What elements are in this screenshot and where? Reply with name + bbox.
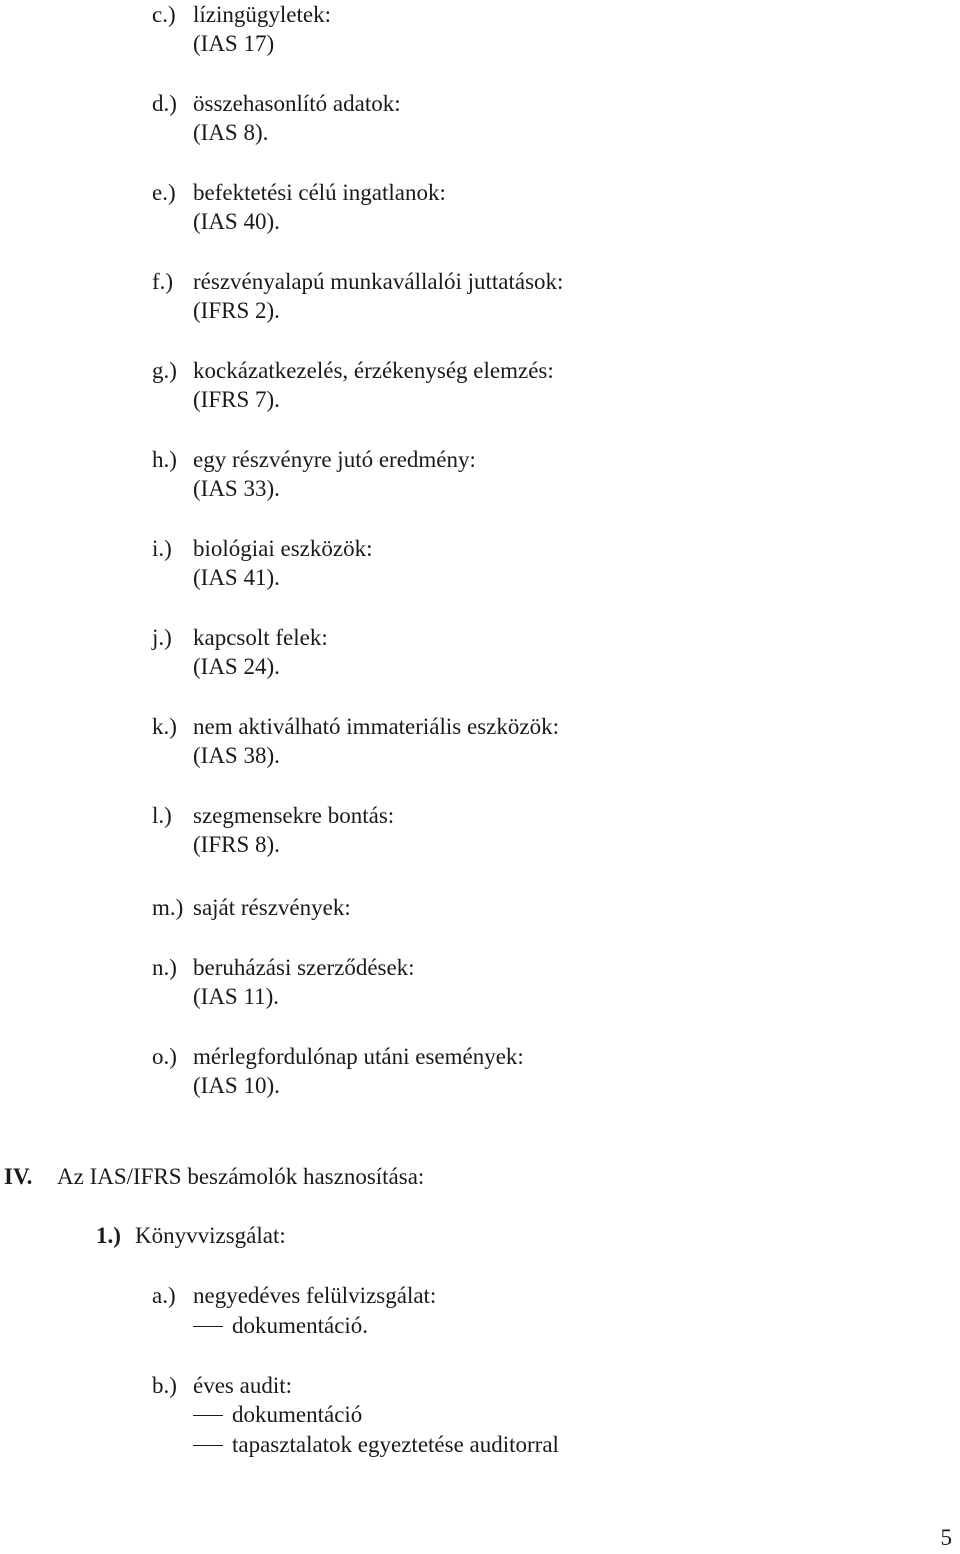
item-reference: (IAS 41). <box>193 565 280 590</box>
item-marker: d.) <box>152 91 177 116</box>
item-reference: (IAS 38). <box>193 743 280 768</box>
item-reference: (IAS 11). <box>193 984 280 1009</box>
item-title: kockázatkezelés, érzékenység elemzés: <box>193 358 554 383</box>
item-reference: (IFRS 2). <box>193 298 280 323</box>
bullet-text: tapasztalatok egyeztetése auditorral <box>232 1432 559 1457</box>
item-marker: c.) <box>152 2 176 27</box>
item-title: biológiai eszközök: <box>193 536 373 561</box>
item-marker: g.) <box>152 358 177 383</box>
bullet-text: dokumentáció <box>232 1402 363 1427</box>
item-title: összehasonlító adatok: <box>193 91 401 116</box>
item-marker: b.) <box>152 1373 177 1398</box>
item-title: mérlegfordulónap utáni események: <box>193 1044 524 1069</box>
item-marker: h.) <box>152 447 177 472</box>
item-marker: m.) <box>152 895 184 920</box>
item-title: részvényalapú munkavállalói juttatások: <box>193 269 564 294</box>
item-title: éves audit: <box>193 1373 292 1398</box>
item-title: nem aktiválható immateriális eszközök: <box>193 714 559 739</box>
subsection-number: 1.) <box>96 1223 121 1248</box>
item-marker: i.) <box>152 536 172 561</box>
item-marker: e.) <box>152 180 176 205</box>
section-title: Az IAS/IFRS beszámolók hasznosítása: <box>57 1164 425 1189</box>
item-reference: (IAS 8). <box>193 120 269 145</box>
item-title: negyedéves felülvizsgálat: <box>193 1283 437 1308</box>
subsection-title: Könyvvizsgálat: <box>135 1223 286 1248</box>
dash-bullet-icon <box>193 1445 223 1446</box>
item-marker: l.) <box>152 803 172 828</box>
page-number: 5 <box>940 1525 952 1550</box>
item-reference: (IAS 33). <box>193 476 280 501</box>
item-marker: k.) <box>152 714 177 739</box>
item-marker: j.) <box>152 625 172 650</box>
bullet-text: dokumentáció. <box>232 1313 369 1338</box>
item-reference: (IAS 24). <box>193 654 280 679</box>
dash-bullet-icon <box>193 1326 223 1327</box>
item-reference: (IAS 40). <box>193 209 280 234</box>
item-title: egy részvényre jutó eredmény: <box>193 447 476 472</box>
item-title: beruházási szerződések: <box>193 955 415 980</box>
item-reference: (IAS 17) <box>193 31 275 56</box>
item-marker: f.) <box>152 269 174 294</box>
dash-bullet-icon <box>193 1415 223 1416</box>
item-title: szegmensekre bontás: <box>193 803 395 828</box>
item-marker: a.) <box>152 1283 176 1308</box>
item-marker: n.) <box>152 955 177 980</box>
section-number: IV. <box>4 1164 33 1189</box>
item-reference: (IAS 10). <box>193 1073 280 1098</box>
item-title: kapcsolt felek: <box>193 625 328 650</box>
item-reference: (IFRS 7). <box>193 387 280 412</box>
item-title: saját részvények: <box>193 895 351 920</box>
item-title: befektetési célú ingatlanok: <box>193 180 446 205</box>
item-marker: o.) <box>152 1044 177 1069</box>
item-reference: (IFRS 8). <box>193 832 280 857</box>
item-title: lízingügyletek: <box>193 2 331 27</box>
